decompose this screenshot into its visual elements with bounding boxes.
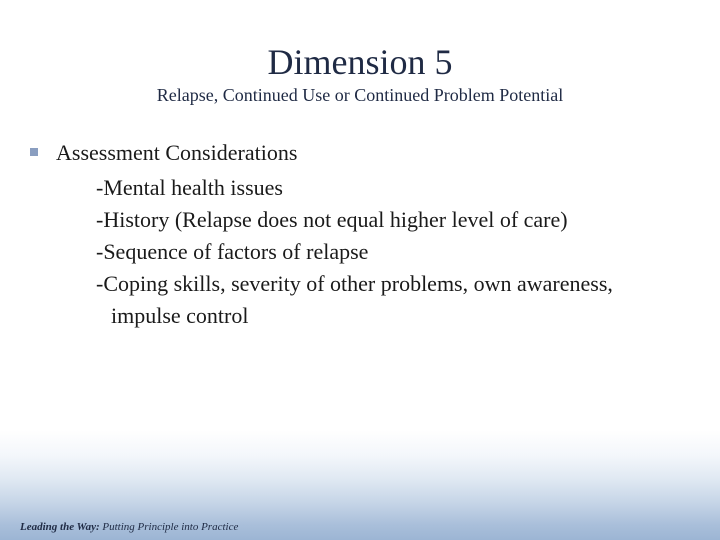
sub-bullet-item: -History (Relapse does not equal higher level of care) <box>96 207 568 232</box>
slide-title: Dimension 5 <box>267 42 453 82</box>
footer-tagline <box>20 520 238 534</box>
bullet-item <box>30 139 700 169</box>
sub-bullet-item: -Sequence of factors of relapse <box>96 239 369 264</box>
slide-subtitle: Relapse, Continued Use or Continued Problem Potential <box>156 85 564 105</box>
sub-bullet-item-continuation: impulse control <box>111 303 249 328</box>
sub-bullet-item: -Coping skills, severity of other problems, own awareness, <box>96 271 613 296</box>
footer-tagline-lead: Leading the Way: <box>20 521 100 533</box>
bullet-item-label: Assessment Considerations <box>56 140 298 165</box>
footer-tagline-rest: Putting Principle into Practice <box>99 521 239 533</box>
square-bullet-icon <box>30 148 38 156</box>
sub-bullet-item: -Mental health issues <box>96 175 283 200</box>
bullet-list <box>30 139 700 169</box>
sub-bullet-list <box>96 172 696 332</box>
